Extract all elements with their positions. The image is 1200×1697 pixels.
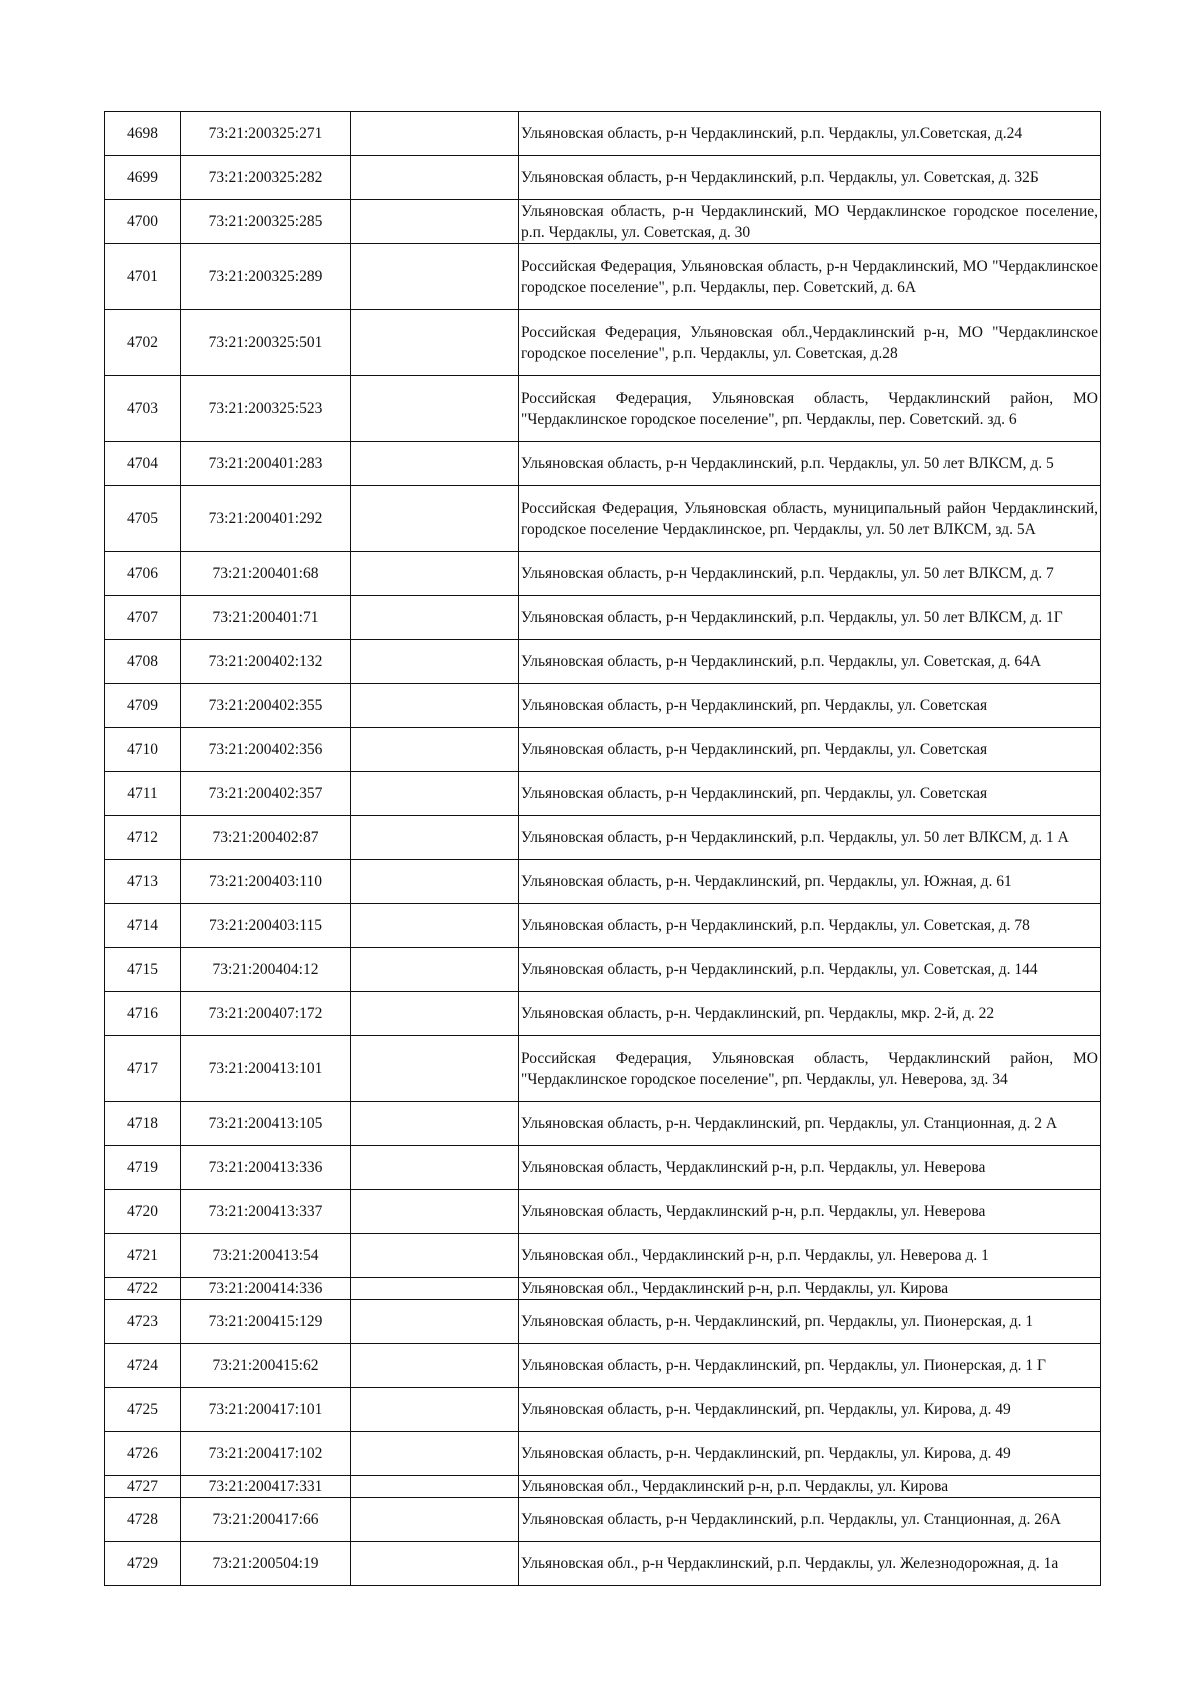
note-cell [351,112,519,156]
note-cell [351,376,519,442]
note-cell [351,1146,519,1190]
note-cell [351,1300,519,1344]
row-number: 4707 [105,596,181,640]
row-number: 4701 [105,244,181,310]
note-cell [351,1388,519,1432]
note-cell [351,904,519,948]
note-cell [351,1476,519,1498]
note-cell [351,1432,519,1476]
row-number: 4713 [105,860,181,904]
note-cell [351,1542,519,1586]
note-cell [351,1190,519,1234]
cadastral-number: 73:21:200413:337 [181,1190,351,1234]
address: Ульяновская область, р-н. Чердаклинский, рп. Чердаклы, ул. Пионерская, д. 1 [519,1300,1101,1344]
address: Ульяновская область, р-н. Чердаклинский, рп. Чердаклы, мкр. 2-й, д. 22 [519,992,1101,1036]
address: Ульяновская обл., Чердаклинский р-н, р.п. Чердаклы, ул. Кирова [519,1476,1101,1498]
address: Российская Федерация, Ульяновская обл.,Чердаклинский р-н, МО "Чердаклинское городское поселение", р.п. Чердаклы, ул. Советская, д.28 [519,310,1101,376]
cadastral-number: 73:21:200415:129 [181,1300,351,1344]
cadastral-number: 73:21:200413:336 [181,1146,351,1190]
table-row [105,486,1101,552]
row-number: 4708 [105,640,181,684]
row-number: 4728 [105,1498,181,1542]
note-cell [351,244,519,310]
cadastral-number: 73:21:200402:355 [181,684,351,728]
row-number: 4699 [105,156,181,200]
note-cell [351,684,519,728]
table-row [105,728,1101,772]
note-cell [351,596,519,640]
row-number: 4720 [105,1190,181,1234]
cadastral-number: 73:21:200325:271 [181,112,351,156]
address: Ульяновская область, р-н Чердаклинский, р.п. Чердаклы, ул. Советская, д. 78 [519,904,1101,948]
note-cell [351,816,519,860]
address: Ульяновская область, Чердаклинский р-н, р.п. Чердаклы, ул. Неверова [519,1190,1101,1234]
row-number: 4712 [105,816,181,860]
row-number: 4725 [105,1388,181,1432]
address: Российская Федерация, Ульяновская область, р-н Чердаклинский, МО "Чердаклинское городское поселение", р.п. Чердаклы, пер. Советский, д. 6А [519,244,1101,310]
row-number: 4714 [105,904,181,948]
row-number: 4702 [105,310,181,376]
cadastral-number: 73:21:200401:68 [181,552,351,596]
table-row [105,1190,1101,1234]
table-row [105,904,1101,948]
cadastral-number: 73:21:200415:62 [181,1344,351,1388]
row-number: 4704 [105,442,181,486]
table-row [105,1036,1101,1102]
cadastral-number: 73:21:200325:282 [181,156,351,200]
note-cell [351,1344,519,1388]
cadastral-number: 73:21:200417:101 [181,1388,351,1432]
row-number: 4729 [105,1542,181,1586]
row-number: 4706 [105,552,181,596]
table-row [105,1542,1101,1586]
cadastral-number: 73:21:200402:87 [181,816,351,860]
cadastral-number: 73:21:200417:66 [181,1498,351,1542]
table-row [105,816,1101,860]
address: Российская Федерация, Ульяновская область, Чердаклинский район, МО "Чердаклинское городское поселение", рп. Чердаклы, ул. Неверова, зд. 34 [519,1036,1101,1102]
row-number: 4727 [105,1476,181,1498]
note-cell [351,486,519,552]
note-cell [351,772,519,816]
cadastral-number: 73:21:200414:336 [181,1278,351,1300]
address: Ульяновская область, р-н Чердаклинский, р.п. Чердаклы, ул. Советская, д. 64А [519,640,1101,684]
table-row [105,640,1101,684]
note-cell [351,948,519,992]
cadastral-number: 73:21:200402:356 [181,728,351,772]
cadastral-number: 73:21:200401:283 [181,442,351,486]
table-row [105,112,1101,156]
cadastral-number: 73:21:200403:110 [181,860,351,904]
row-number: 4711 [105,772,181,816]
address: Ульяновская обл., Чердаклинский р-н, р.п. Чердаклы, ул. Кирова [519,1278,1101,1300]
table-row [105,1146,1101,1190]
note-cell [351,200,519,244]
table-row [105,1344,1101,1388]
note-cell [351,156,519,200]
row-number: 4726 [105,1432,181,1476]
note-cell [351,310,519,376]
row-number: 4716 [105,992,181,1036]
address: Российская Федерация, Ульяновская область, муниципальный район Чердаклинский, городское поселение Чердаклинское, рп. Чердаклы, ул. 50 лет ВЛКСМ, зд. 5А [519,486,1101,552]
address: Ульяновская область, р-н Чердаклинский, р.п. Чердаклы, ул.Советская, д.24 [519,112,1101,156]
row-number: 4719 [105,1146,181,1190]
table-row [105,1432,1101,1476]
cadastral-number: 73:21:200413:54 [181,1234,351,1278]
table-row [105,376,1101,442]
cadastral-number: 73:21:200401:292 [181,486,351,552]
row-number: 4705 [105,486,181,552]
table-row [105,310,1101,376]
table-row [105,684,1101,728]
row-number: 4698 [105,112,181,156]
note-cell [351,1036,519,1102]
address: Ульяновская область, Чердаклинский р-н, р.п. Чердаклы, ул. Неверова [519,1146,1101,1190]
cadastral-number: 73:21:200401:71 [181,596,351,640]
note-cell [351,1498,519,1542]
address: Ульяновская область, р-н Чердаклинский, рп. Чердаклы, ул. Советская [519,772,1101,816]
address: Ульяновская область, р-н. Чердаклинский, рп. Чердаклы, ул. Кирова, д. 49 [519,1388,1101,1432]
note-cell [351,1102,519,1146]
cadastral-number: 73:21:200504:19 [181,1542,351,1586]
table-row [105,1498,1101,1542]
table-row [105,200,1101,244]
table-body [105,112,1101,1586]
cadastral-number: 73:21:200403:115 [181,904,351,948]
address: Ульяновская область, р-н Чердаклинский, р.п. Чердаклы, ул. Станционная, д. 26А [519,1498,1101,1542]
table-row [105,442,1101,486]
address: Ульяновская область, р-н Чердаклинский, р.п. Чердаклы, ул. 50 лет ВЛКСМ, д. 7 [519,552,1101,596]
row-number: 4715 [105,948,181,992]
address: Ульяновская обл., Чердаклинский р-н, р.п. Чердаклы, ул. Неверова д. 1 [519,1234,1101,1278]
row-number: 4717 [105,1036,181,1102]
cadastral-number: 73:21:200407:172 [181,992,351,1036]
row-number: 4724 [105,1344,181,1388]
table-row [105,596,1101,640]
cadastral-number: 73:21:200402:357 [181,772,351,816]
table-row [105,156,1101,200]
cadastral-number: 73:21:200413:101 [181,1036,351,1102]
address: Ульяновская область, р-н Чердаклинский, рп. Чердаклы, ул. Советская [519,684,1101,728]
cadastral-number: 73:21:200325:285 [181,200,351,244]
row-number: 4718 [105,1102,181,1146]
table-row [105,552,1101,596]
cadastral-number: 73:21:200325:289 [181,244,351,310]
table-row [105,1234,1101,1278]
address: Ульяновская область, р-н Чердаклинский, р.п. Чердаклы, ул. 50 лет ВЛКСМ, д. 1Г [519,596,1101,640]
address: Ульяновская область, р-н. Чердаклинский, рп. Чердаклы, ул. Кирова, д. 49 [519,1432,1101,1476]
table-row [105,992,1101,1036]
address: Ульяновская область, р-н. Чердаклинский, рп. Чердаклы, ул. Станционная, д. 2 А [519,1102,1101,1146]
table-row [105,1388,1101,1432]
row-number: 4722 [105,1278,181,1300]
note-cell [351,1278,519,1300]
address: Российская Федерация, Ульяновская область, Чердаклинский район, МО "Чердаклинское городское поселение", рп. Чердаклы, пер. Советский. зд. 6 [519,376,1101,442]
table-row [105,772,1101,816]
table-row [105,860,1101,904]
address: Ульяновская область, р-н. Чердаклинский, рп. Чердаклы, ул. Пионерская, д. 1 Г [519,1344,1101,1388]
table-row [105,1278,1101,1300]
address: Ульяновская область, р-н Чердаклинский, р.п. Чердаклы, ул. 50 лет ВЛКСМ, д. 5 [519,442,1101,486]
address: Ульяновская обл., р-н Чердаклинский, р.п. Чердаклы, ул. Железнодорожная, д. 1а [519,1542,1101,1586]
table-row [105,244,1101,310]
cadastral-number: 73:21:200413:105 [181,1102,351,1146]
address: Ульяновская область, р-н. Чердаклинский, рп. Чердаклы, ул. Южная, д. 61 [519,860,1101,904]
cadastral-number: 73:21:200402:132 [181,640,351,684]
cadastral-number: 73:21:200325:501 [181,310,351,376]
row-number: 4721 [105,1234,181,1278]
table-row [105,1300,1101,1344]
address: Ульяновская область, р-н Чердаклинский, р.п. Чердаклы, ул. Советская, д. 144 [519,948,1101,992]
note-cell [351,1234,519,1278]
cadastral-table [104,111,1101,1586]
note-cell [351,640,519,684]
address: Ульяновская область, р-н Чердаклинский, МО Чердаклинское городское поселение, р.п. Чердаклы, ул. Советская, д. 30 [519,200,1101,244]
row-number: 4700 [105,200,181,244]
note-cell [351,728,519,772]
note-cell [351,992,519,1036]
address: Ульяновская область, р-н Чердаклинский, р.п. Чердаклы, ул. Советская, д. 32Б [519,156,1101,200]
note-cell [351,860,519,904]
address: Ульяновская область, р-н Чердаклинский, рп. Чердаклы, ул. Советская [519,728,1101,772]
row-number: 4710 [105,728,181,772]
note-cell [351,552,519,596]
table-row [105,1102,1101,1146]
table-row [105,1476,1101,1498]
table-row [105,948,1101,992]
address: Ульяновская область, р-н Чердаклинский, р.п. Чердаклы, ул. 50 лет ВЛКСМ, д. 1 А [519,816,1101,860]
cadastral-number: 73:21:200325:523 [181,376,351,442]
cadastral-number: 73:21:200404:12 [181,948,351,992]
cadastral-number: 73:21:200417:102 [181,1432,351,1476]
row-number: 4709 [105,684,181,728]
note-cell [351,442,519,486]
row-number: 4723 [105,1300,181,1344]
cadastral-number: 73:21:200417:331 [181,1476,351,1498]
row-number: 4703 [105,376,181,442]
